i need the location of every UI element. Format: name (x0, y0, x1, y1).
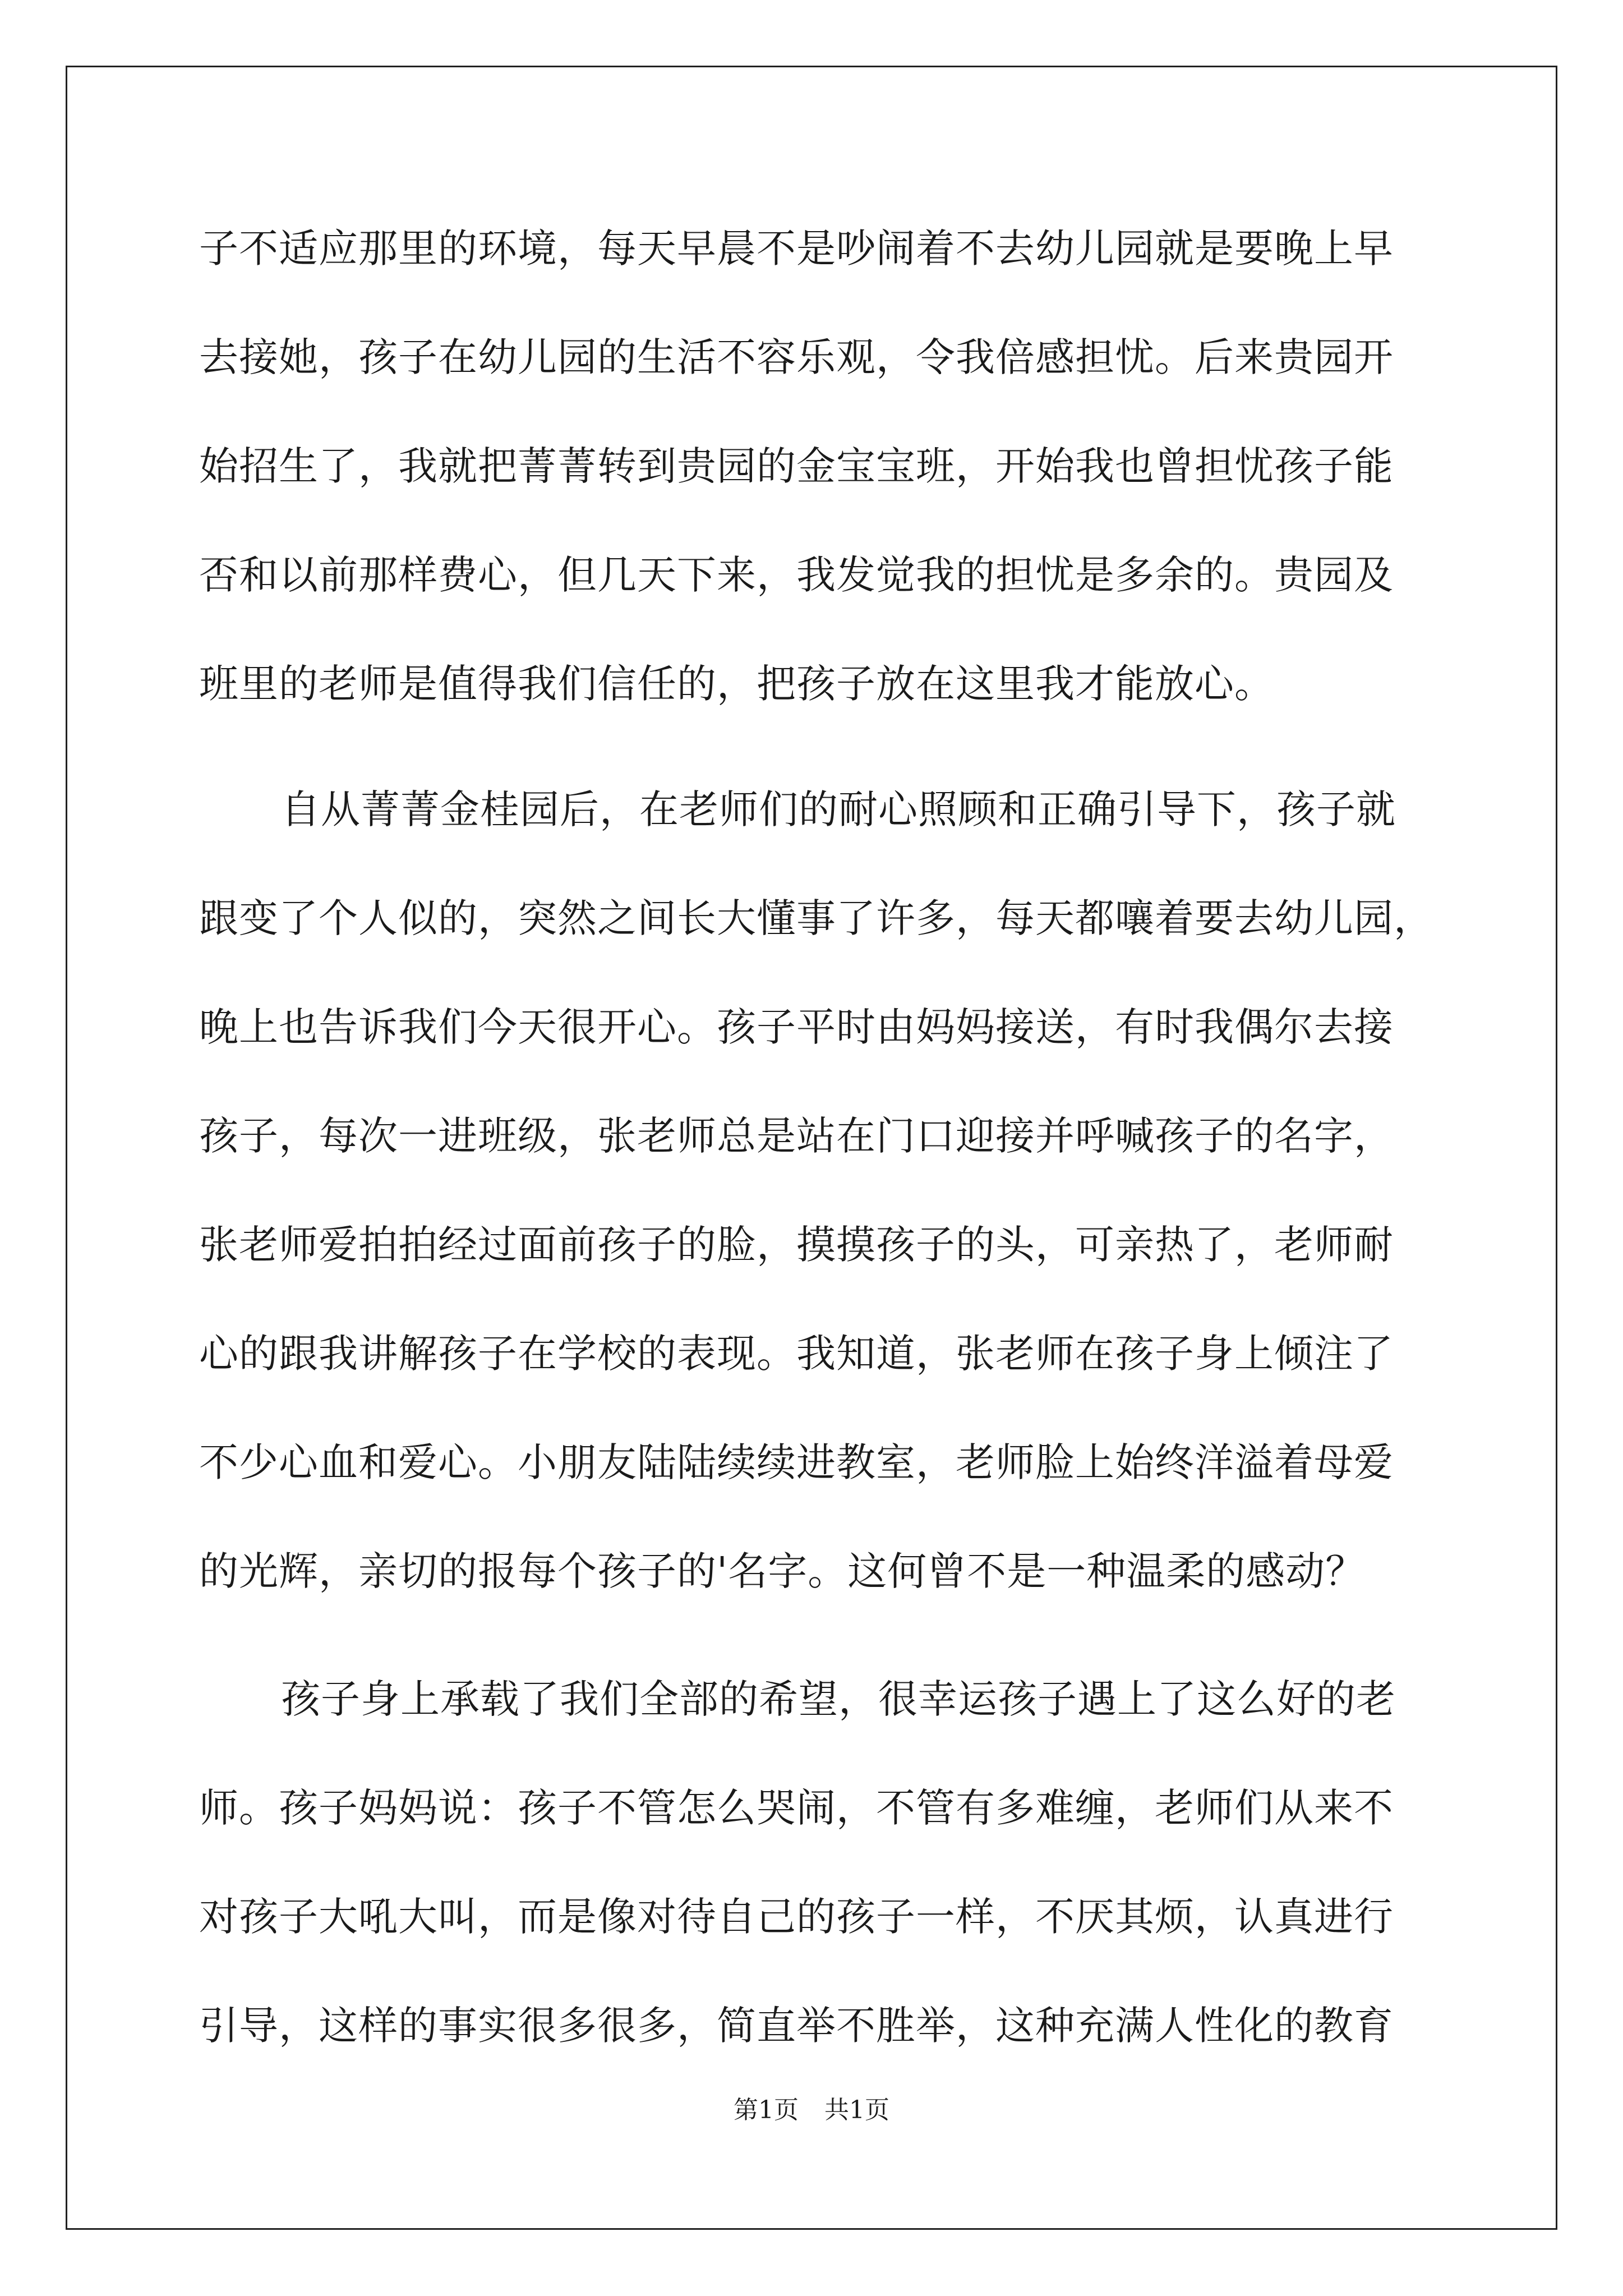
text-line: 子不适应那里的环境，每天早晨不是吵闹着不去幼儿园就是要晚上早 (199, 226, 1394, 272)
text-line: 不少心血和爱心。小朋友陆陆续续进教室，老师脸上始终洋溢着母爱 (199, 1439, 1394, 1485)
text-line: 对孩子大吼大叫，而是像对待自己的孩子一样，不厌其烦，认真进行 (199, 1894, 1394, 1940)
text-line: 跟变了个人似的，突然之间长大懂事了许多，每天都嚷着要去幼儿园， (199, 895, 1433, 941)
text-line: 张老师爱拍拍经过面前孩子的脸，摸摸孩子的头，可亲热了，老师耐 (199, 1222, 1394, 1268)
page-number: 第1页 (734, 2096, 799, 2124)
text-line: 心的跟我讲解孩子在学校的表现。我知道，张老师在孩子身上倾注了 (199, 1331, 1394, 1377)
text-line: 去接她，孩子在幼儿园的生活不容乐观，令我倍感担忧。后来贵园开 (199, 334, 1394, 380)
text-line: 的光辉，亲切的报每个孩子的'名字。这何曾不是一种温柔的感动？ (199, 1548, 1366, 1594)
text-line: 师。孩子妈妈说：孩子不管怎么哭闹，不管有多难缠，老师们从来不 (199, 1785, 1394, 1831)
text-line: 孩子身上承载了我们全部的希望，很幸运孩子遇上了这么好的老 (281, 1676, 1396, 1722)
text-line: 否和以前那样费心，但几天下来，我发觉我的担忧是多余的。贵园及 (199, 552, 1394, 598)
page-footer (0, 2090, 1623, 2125)
text-line: 始招生了，我就把菁菁转到贵园的金宝宝班，开始我也曾担忧孩子能 (199, 443, 1394, 489)
text-line: 引导，这样的事实很多很多，简直举不胜举，这种充满人性化的教育 (199, 2003, 1394, 2049)
text-line: 班里的老师是值得我们信任的，把孩子放在这里我才能放心。 (199, 661, 1274, 707)
text-line: 自从菁菁金桂园后，在老师们的耐心照顾和正确引导下，孩子就 (281, 786, 1396, 832)
text-line: 孩子，每次一进班级，张老师总是站在门口迎接并呼喊孩子的名字， (199, 1113, 1394, 1159)
page-total: 共1页 (824, 2096, 889, 2124)
text-line: 晚上也告诉我们今天很开心。孩子平时由妈妈接送，有时我偶尔去接 (199, 1004, 1394, 1050)
